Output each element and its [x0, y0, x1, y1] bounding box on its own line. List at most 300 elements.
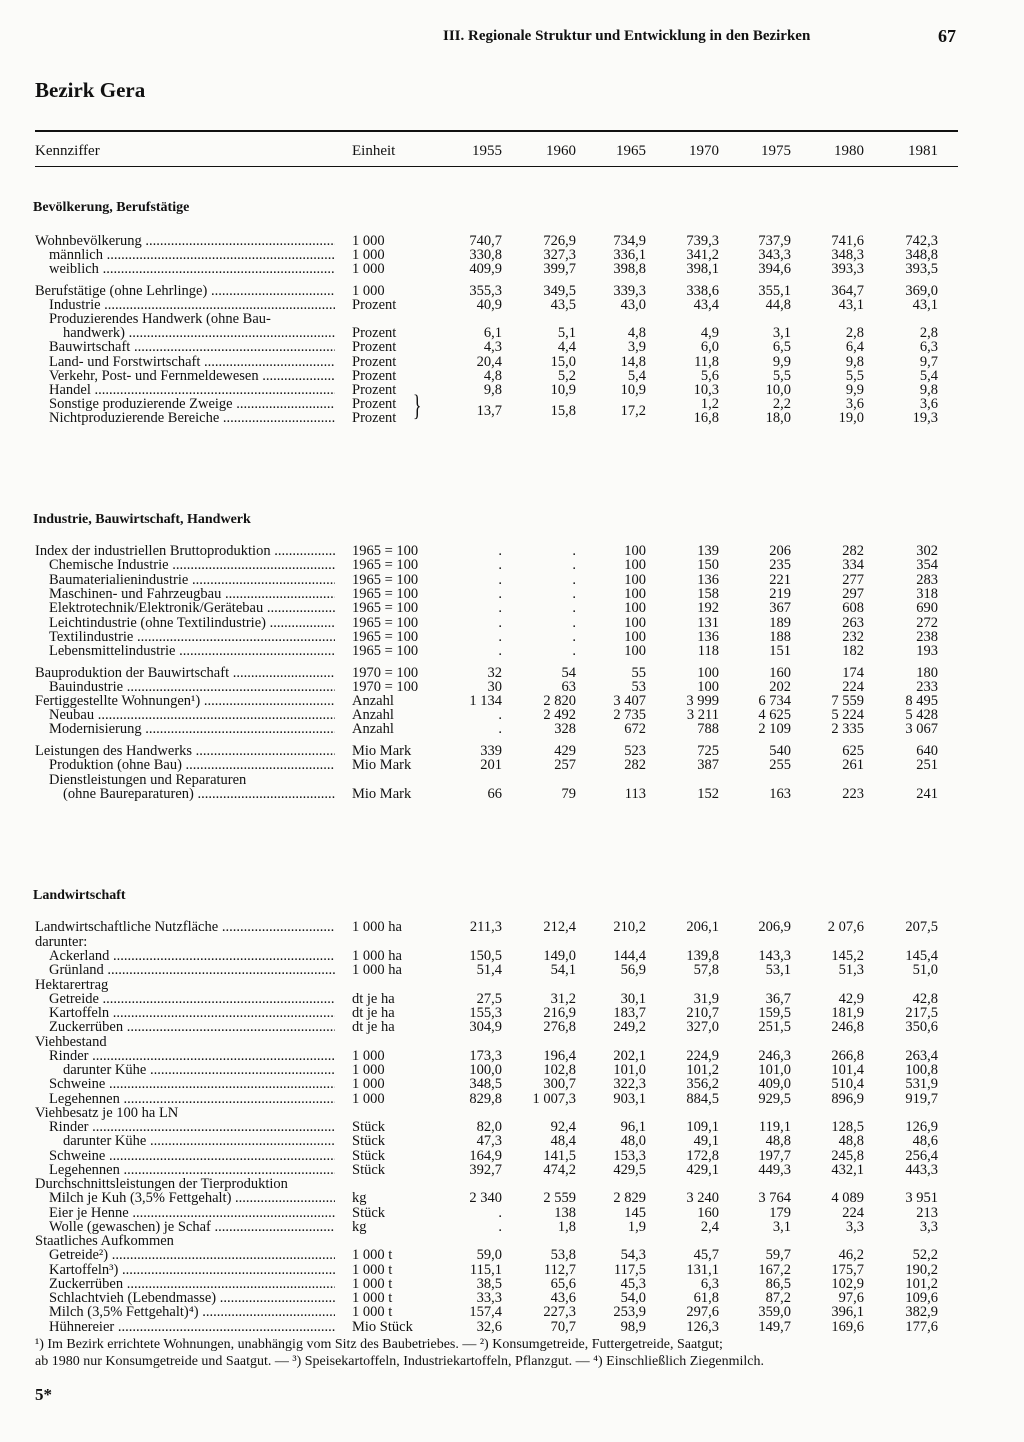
- table-cell: 48,0: [620, 1133, 646, 1149]
- table-cell: 43,5: [550, 297, 576, 313]
- table-cell: 136: [697, 629, 719, 645]
- row-unit: Prozent: [352, 410, 397, 426]
- table-cell: 2 829: [613, 1190, 646, 1206]
- table-row: [0, 1077, 1024, 1092]
- table-cell: 138: [554, 1205, 576, 1221]
- table-cell: 5,4: [919, 368, 938, 384]
- row-label: Bauindustrie .....: [49, 680, 335, 695]
- table-cell: 355,1: [758, 283, 791, 299]
- table-cell: 330,8: [469, 247, 502, 263]
- table-cell: 206: [769, 543, 791, 559]
- row-unit: 1 000: [352, 1076, 385, 1092]
- column-header-year: 1955: [472, 143, 502, 159]
- row-unit: 1 000: [352, 261, 385, 277]
- table-cell: 19,3: [912, 410, 938, 426]
- table-cell: 150,5: [469, 948, 502, 964]
- table-cell: 3,6: [845, 396, 864, 412]
- row-label: Bauproduktion der Bauwirtschaft .....: [35, 666, 335, 681]
- table-cell: 3 211: [686, 707, 719, 723]
- table-row: [0, 1035, 1024, 1050]
- table-cell: 396,1: [831, 1304, 864, 1320]
- table-cell: 2,4: [700, 1219, 719, 1235]
- table-row: [0, 694, 1024, 709]
- table-row: [0, 680, 1024, 695]
- table-cell: 143,3: [758, 948, 791, 964]
- table-cell: 272: [916, 615, 938, 631]
- table-row: [0, 340, 1024, 355]
- table-cell: 3 764: [758, 1190, 791, 1206]
- table-cell: 741,6: [831, 233, 864, 249]
- table-cell: 336,1: [613, 247, 646, 263]
- table-cell: 210,2: [613, 919, 646, 935]
- table-cell: 5,4: [627, 368, 646, 384]
- row-label: Chemische Industrie .....: [49, 558, 335, 573]
- row-unit: 1970 = 100: [352, 679, 419, 695]
- table-cell: 334: [842, 557, 864, 573]
- row-unit: Stück: [352, 1133, 386, 1149]
- table-cell: 100: [624, 615, 646, 631]
- table-cell: .: [498, 557, 502, 573]
- table-cell: 221: [769, 572, 791, 588]
- table-cell: 100: [624, 557, 646, 573]
- column-header-year: 1980: [834, 143, 864, 159]
- table-cell: 87,2: [765, 1290, 791, 1306]
- table-cell: 788: [697, 721, 719, 737]
- table-cell: 9,8: [845, 354, 864, 370]
- table-row: [0, 1263, 1024, 1278]
- row-label: Schlachtvieh (Lebendmasse) .....: [49, 1291, 335, 1306]
- row-label: Milch je Kuh (3,5% Fettgehalt) .....: [49, 1191, 335, 1206]
- signature-mark: 5*: [35, 1385, 52, 1404]
- table-cell: 212,4: [543, 919, 576, 935]
- row-label: darunter:: [35, 934, 88, 950]
- table-row: [0, 411, 1024, 426]
- table-cell: 740,7: [469, 233, 502, 249]
- table-cell: .: [498, 1205, 502, 1221]
- table-cell: 10,3: [693, 382, 719, 398]
- row-label: Handel .....: [49, 383, 335, 398]
- table-cell: 180: [916, 665, 938, 681]
- table-cell: 9,9: [845, 382, 864, 398]
- table-cell: 364,7: [831, 283, 864, 299]
- table-cell: 33,3: [476, 1290, 502, 1306]
- table-cell: 2 492: [543, 707, 576, 723]
- table-cell: 113: [624, 786, 646, 802]
- table-cell: 4,8: [627, 325, 646, 341]
- table-row: [0, 758, 1024, 773]
- table-cell: 5,2: [557, 368, 576, 384]
- row-label: darunter Kühe .....: [63, 1134, 335, 1149]
- table-cell: 5,5: [772, 368, 791, 384]
- table-cell: 53: [631, 679, 646, 695]
- table-cell: 3,3: [845, 1219, 864, 1235]
- table-cell: 112,7: [543, 1262, 576, 1278]
- table-cell: 297: [842, 586, 864, 602]
- table-cell: .: [572, 572, 576, 588]
- table-cell: 144,4: [613, 948, 646, 964]
- row-label: Staatliches Aufkommen: [35, 1233, 174, 1249]
- table-cell: 173,3: [469, 1048, 502, 1064]
- table-row: [0, 744, 1024, 759]
- table-cell: 38,5: [476, 1276, 502, 1292]
- table-cell: 903,1: [613, 1091, 646, 1107]
- table-cell: 164,9: [469, 1148, 502, 1164]
- row-label: weiblich .....: [49, 262, 335, 277]
- table-cell: 2,8: [919, 325, 938, 341]
- row-label: Kartoffeln³) .....: [49, 1263, 335, 1278]
- table-cell: 540: [769, 743, 791, 759]
- table-cell: 202,1: [613, 1048, 646, 1064]
- row-label: Viehbestand: [35, 1034, 107, 1050]
- table-cell: 737,9: [758, 233, 791, 249]
- table-cell: 102,8: [543, 1062, 576, 1078]
- table-cell: 3,3: [919, 1219, 938, 1235]
- row-label: Rinder .....: [49, 1120, 335, 1135]
- table-cell: 48,8: [838, 1133, 864, 1149]
- row-unit: 1965 = 100: [352, 615, 419, 631]
- table-cell: 7 559: [831, 693, 864, 709]
- row-unit: Prozent: [352, 354, 397, 370]
- table-cell: 128,5: [831, 1119, 864, 1135]
- table-cell: 206,9: [758, 919, 791, 935]
- table-cell: 98,9: [620, 1319, 646, 1335]
- table-cell: 109,1: [686, 1119, 719, 1135]
- table-row: [0, 234, 1024, 249]
- table-row: [0, 949, 1024, 964]
- table-cell: 181,9: [831, 1005, 864, 1021]
- row-unit: Anzahl: [352, 693, 394, 709]
- table-cell: 356,2: [686, 1076, 719, 1092]
- table-cell: 2 109: [758, 721, 791, 737]
- table-cell: 47,3: [476, 1133, 502, 1149]
- table-cell: 742,3: [905, 233, 938, 249]
- table-cell: 409,9: [469, 261, 502, 277]
- row-label: Zuckerrüben .....: [49, 1020, 335, 1035]
- row-label: Nichtproduzierende Bereiche .....: [49, 411, 335, 426]
- table-cell: 86,5: [765, 1276, 791, 1292]
- table-cell: 367: [769, 600, 791, 616]
- table-cell: 531,9: [905, 1076, 938, 1092]
- section-heading: Bevölkerung, Berufstätige: [33, 200, 190, 215]
- table-cell: 48,4: [550, 1133, 576, 1149]
- row-unit: 1965 = 100: [352, 629, 419, 645]
- table-cell: 8 495: [905, 693, 938, 709]
- row-unit: kg: [352, 1219, 367, 1235]
- table-cell: 5,5: [845, 368, 864, 384]
- table-cell: 54: [561, 665, 576, 681]
- table-cell: 266,8: [831, 1048, 864, 1064]
- table-cell: 43,0: [620, 297, 646, 313]
- row-label: Fertiggestellte Wohnungen¹) .....: [35, 694, 335, 709]
- table-cell: 49,1: [693, 1133, 719, 1149]
- row-unit: Prozent: [352, 297, 397, 313]
- row-label: Eier je Henne .....: [49, 1206, 335, 1221]
- row-label: Verkehr, Post- und Fernmeldewesen .....: [49, 369, 335, 384]
- table-cell: 235: [769, 557, 791, 573]
- table-cell: 6,4: [845, 339, 864, 355]
- row-label: Neubau .....: [49, 708, 335, 723]
- table-cell: .: [498, 572, 502, 588]
- table-cell: 339: [480, 743, 502, 759]
- row-label: Legehennen .....: [49, 1163, 335, 1178]
- row-unit: Anzahl: [352, 707, 394, 723]
- table-cell: 300,7: [543, 1076, 576, 1092]
- table-row: [0, 773, 1024, 788]
- table-cell: 201: [480, 757, 502, 773]
- table-cell: 6,0: [700, 339, 719, 355]
- table-cell: 10,0: [765, 382, 791, 398]
- row-label: Elektrotechnik/Elektronik/Gerätebau .....: [49, 601, 335, 616]
- table-cell: 1,8: [557, 1219, 576, 1235]
- table-cell: 238: [916, 629, 938, 645]
- table-cell: 177,6: [905, 1319, 938, 1335]
- table-cell: 213: [916, 1205, 938, 1221]
- table-cell: 45,7: [693, 1247, 719, 1263]
- table-cell: 43,4: [693, 297, 719, 313]
- row-label: Lebensmittelindustrie .....: [49, 644, 335, 659]
- table-cell: 172,8: [686, 1148, 719, 1164]
- table-row: [0, 722, 1024, 737]
- row-unit: Mio Mark: [352, 786, 412, 802]
- table-cell: 100: [624, 586, 646, 602]
- table-cell: 393,3: [831, 261, 864, 277]
- row-label: Berufstätige (ohne Lehrlinge) .....: [35, 284, 335, 299]
- table-cell: 282: [842, 543, 864, 559]
- column-header-year: 1970: [689, 143, 719, 159]
- row-unit: 1 000: [352, 233, 385, 249]
- table-cell: 57,8: [693, 962, 719, 978]
- table-cell: 608: [842, 600, 864, 616]
- footnote-line-1: ¹) Im Bezirk errichtete Wohnungen, unabhängig vom Sitz des Baubetriebes. — ²) Konsumgetreide, Futtergetreide, Saatgut;: [35, 1337, 723, 1352]
- table-cell: 197,7: [758, 1148, 791, 1164]
- table-cell: 17,2: [620, 403, 646, 419]
- table-cell: 211,3: [469, 919, 502, 935]
- row-unit: 1 000: [352, 1062, 385, 1078]
- table-cell: 896,9: [831, 1091, 864, 1107]
- row-label: Industrie .....: [49, 298, 335, 313]
- table-cell: 101,2: [686, 1062, 719, 1078]
- table-cell: 126,3: [686, 1319, 719, 1335]
- row-label: Produzierendes Handwerk (ohne Bau-: [49, 311, 271, 327]
- table-row: [0, 383, 1024, 398]
- table-row: [0, 1291, 1024, 1306]
- table-cell: 245,8: [831, 1148, 864, 1164]
- table-cell: 163: [769, 786, 791, 802]
- row-label: Produktion (ohne Bau) .....: [49, 758, 335, 773]
- table-cell: 276,8: [543, 1019, 576, 1035]
- table-cell: 4 089: [831, 1190, 864, 1206]
- table-cell: 70,7: [550, 1319, 576, 1335]
- table-cell: 160: [697, 1205, 719, 1221]
- table-cell: 510,4: [831, 1076, 864, 1092]
- row-unit: 1 000 ha: [352, 919, 402, 935]
- table-cell: 54,3: [620, 1247, 646, 1263]
- table-cell: 202: [769, 679, 791, 695]
- table-cell: 3 999: [686, 693, 719, 709]
- table-cell: 183,7: [613, 1005, 646, 1021]
- table-cell: 884,5: [686, 1091, 719, 1107]
- table-row: [0, 284, 1024, 299]
- table-cell: 429,1: [686, 1162, 719, 1178]
- row-label: Legehennen .....: [49, 1092, 335, 1107]
- table-cell: 169,6: [831, 1319, 864, 1335]
- table-cell: 48,8: [765, 1133, 791, 1149]
- table-cell: 136: [697, 572, 719, 588]
- row-unit: Prozent: [352, 325, 397, 341]
- table-cell: 139,8: [686, 948, 719, 964]
- table-cell: 15,0: [550, 354, 576, 370]
- table-cell: .: [572, 615, 576, 631]
- row-unit: 1 000 ha: [352, 962, 402, 978]
- table-cell: 141,5: [543, 1148, 576, 1164]
- row-label: Grünland .....: [49, 963, 335, 978]
- row-label: Hühnereier .....: [49, 1320, 335, 1335]
- brace-symbol: }: [412, 389, 422, 422]
- table-cell: 5,1: [557, 325, 576, 341]
- row-unit: 1 000 t: [352, 1262, 393, 1278]
- table-cell: 145,4: [905, 948, 938, 964]
- table-cell: .: [498, 586, 502, 602]
- table-cell: 6,1: [483, 325, 502, 341]
- table-cell: 101,2: [905, 1276, 938, 1292]
- table-cell: 207,5: [905, 919, 938, 935]
- column-header-year: 1981: [908, 143, 938, 159]
- table-cell: 126,9: [905, 1119, 938, 1135]
- row-unit: 1965 = 100: [352, 543, 419, 559]
- table-cell: 399,7: [543, 261, 576, 277]
- row-unit: 1965 = 100: [352, 557, 419, 573]
- table-cell: .: [572, 543, 576, 559]
- table-cell: 51,0: [912, 962, 938, 978]
- table-cell: 152: [697, 786, 719, 802]
- row-label: Bauwirtschaft .....: [49, 340, 335, 355]
- table-row: [0, 1063, 1024, 1078]
- table-cell: 100: [624, 572, 646, 588]
- table-cell: 241: [916, 786, 938, 802]
- table-cell: 725: [697, 743, 719, 759]
- table-cell: 14,8: [620, 354, 646, 370]
- row-unit: Stück: [352, 1162, 386, 1178]
- table-cell: .: [572, 643, 576, 659]
- table-cell: 443,3: [905, 1162, 938, 1178]
- row-label: Milch (3,5% Fettgehalt)⁴) .....: [49, 1305, 335, 1320]
- table-cell: 394,6: [758, 261, 791, 277]
- table-cell: 4,3: [483, 339, 502, 355]
- row-unit: 1 000 t: [352, 1247, 393, 1263]
- table-cell: 929,5: [758, 1091, 791, 1107]
- table-top-rule: [35, 130, 958, 132]
- table-row: [0, 1206, 1024, 1221]
- table-cell: .: [498, 643, 502, 659]
- table-cell: 3 240: [686, 1190, 719, 1206]
- table-cell: 13,7: [476, 403, 502, 419]
- table-cell: 327,0: [686, 1019, 719, 1035]
- table-row: [0, 1049, 1024, 1064]
- row-label: Modernisierung .....: [49, 722, 335, 737]
- table-cell: 44,8: [765, 297, 791, 313]
- table-cell: 224: [842, 679, 864, 695]
- table-cell: 690: [916, 600, 938, 616]
- row-label: handwerk) .....: [63, 326, 335, 341]
- row-label: Hektarertrag: [35, 977, 109, 993]
- table-cell: 6,5: [772, 339, 791, 355]
- table-cell: 100: [697, 679, 719, 695]
- table-row: [0, 1248, 1024, 1263]
- row-unit: 1965 = 100: [352, 643, 419, 659]
- table-cell: 53,8: [550, 1247, 576, 1263]
- table-cell: 43,6: [550, 1290, 576, 1306]
- row-unit: kg: [352, 1190, 367, 1206]
- table-cell: 46,2: [838, 1247, 864, 1263]
- row-label: Schweine .....: [49, 1077, 335, 1092]
- row-unit: Stück: [352, 1148, 386, 1164]
- table-row: [0, 787, 1024, 802]
- row-label: (ohne Baureparaturen) .....: [63, 787, 335, 802]
- table-cell: 65,6: [550, 1276, 576, 1292]
- running-header: III. Regionale Struktur und Entwicklung in den Bezirken: [443, 28, 811, 44]
- table-cell: 158: [697, 586, 719, 602]
- row-label: Getreide²) .....: [49, 1248, 335, 1263]
- table-row: [0, 544, 1024, 559]
- table-row: [0, 644, 1024, 659]
- table-cell: 149,0: [543, 948, 576, 964]
- table-cell: 4,8: [483, 368, 502, 384]
- table-cell: 263: [842, 615, 864, 631]
- row-unit: 1 000 ha: [352, 948, 402, 964]
- table-cell: 216,9: [543, 1005, 576, 1021]
- table-cell: 11,8: [694, 354, 719, 370]
- table-cell: 398,8: [613, 261, 646, 277]
- table-cell: 734,9: [613, 233, 646, 249]
- table-cell: 145: [624, 1205, 646, 1221]
- table-row: [0, 1277, 1024, 1292]
- table-cell: 217,5: [905, 1005, 938, 1021]
- table-cell: .: [572, 629, 576, 645]
- row-label: Sonstige produzierende Zweige .....: [49, 397, 335, 412]
- table-cell: 19,0: [838, 410, 864, 426]
- table-cell: 174: [842, 665, 864, 681]
- table-row: [0, 587, 1024, 602]
- table-cell: 6,3: [700, 1276, 719, 1292]
- row-unit: Mio Stück: [352, 1319, 413, 1335]
- table-cell: 3 951: [905, 1190, 938, 1206]
- table-cell: 51,3: [838, 962, 864, 978]
- section-heading: Industrie, Bauwirtschaft, Handwerk: [33, 512, 251, 527]
- table-cell: 348,8: [905, 247, 938, 263]
- row-label: Dienstleistungen und Reparaturen: [49, 772, 247, 788]
- table-cell: 5,6: [700, 368, 719, 384]
- table-cell: 155,3: [469, 1005, 502, 1021]
- table-cell: 31,2: [550, 991, 576, 1007]
- row-unit: Prozent: [352, 396, 397, 412]
- table-cell: 1,2: [700, 396, 719, 412]
- row-unit: 1965 = 100: [352, 586, 419, 602]
- table-cell: 9,9: [772, 354, 791, 370]
- table-row: [0, 1106, 1024, 1121]
- table-cell: 16,8: [693, 410, 719, 426]
- row-label: Viehbesatz je 100 ha LN: [35, 1105, 179, 1121]
- row-label: Baumaterialienindustrie .....: [49, 573, 335, 588]
- table-row: [0, 369, 1024, 384]
- table-cell: .: [572, 557, 576, 573]
- table-cell: 82,0: [476, 1119, 502, 1135]
- table-cell: 182: [842, 643, 864, 659]
- table-cell: 101,0: [758, 1062, 791, 1078]
- table-cell: 210,7: [686, 1005, 719, 1021]
- table-cell: 18,0: [765, 410, 791, 426]
- table-cell: 350,6: [905, 1019, 938, 1035]
- table-cell: 251: [916, 757, 938, 773]
